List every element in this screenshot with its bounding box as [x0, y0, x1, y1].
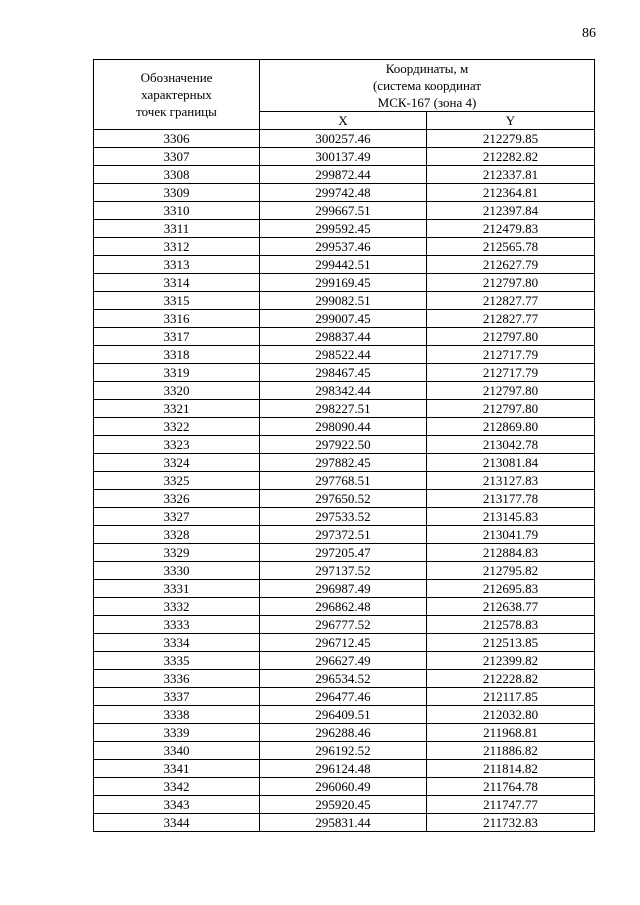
point-cell: 3331 [94, 580, 260, 598]
table-row [94, 652, 595, 670]
coords-header-line: Координаты, м [385, 61, 469, 76]
point-cell: 3344 [94, 814, 260, 832]
y-cell: 212479.83 [427, 220, 595, 238]
table-row [94, 508, 595, 526]
y-cell: 212279.85 [427, 130, 595, 148]
y-cell: 212869.80 [427, 418, 595, 436]
table-row [94, 580, 595, 598]
table-row [94, 796, 595, 814]
point-cell: 3317 [94, 328, 260, 346]
table-row [94, 184, 595, 202]
y-cell: 212797.80 [427, 382, 595, 400]
x-cell: 299007.45 [260, 310, 427, 328]
y-cell: 211886.82 [427, 742, 595, 760]
table-row [94, 742, 595, 760]
y-cell: 212117.85 [427, 688, 595, 706]
coordinates-column-header [260, 60, 595, 112]
x-cell: 296477.46 [260, 688, 427, 706]
y-cell: 213145.83 [427, 508, 595, 526]
y-cell: 213177.78 [427, 490, 595, 508]
y-cell: 212797.80 [427, 328, 595, 346]
x-cell: 299537.46 [260, 238, 427, 256]
x-cell: 297768.51 [260, 472, 427, 490]
x-cell: 297205.47 [260, 544, 427, 562]
point-cell: 3321 [94, 400, 260, 418]
y-cell: 212797.80 [427, 400, 595, 418]
point-cell: 3332 [94, 598, 260, 616]
table-row [94, 220, 595, 238]
x-cell: 298342.44 [260, 382, 427, 400]
coordinates-table [93, 59, 595, 832]
x-cell: 299169.45 [260, 274, 427, 292]
y-cell: 212578.83 [427, 616, 595, 634]
y-cell: 212795.82 [427, 562, 595, 580]
page-number: 86 [582, 26, 596, 41]
table-row [94, 436, 595, 454]
x-cell: 297372.51 [260, 526, 427, 544]
table-row [94, 814, 595, 832]
x-column-header: X [260, 112, 427, 130]
point-cell: 3307 [94, 148, 260, 166]
table-row [94, 724, 595, 742]
point-cell: 3333 [94, 616, 260, 634]
point-cell: 3341 [94, 760, 260, 778]
y-cell: 211747.77 [427, 796, 595, 814]
table-row [94, 544, 595, 562]
x-cell: 295920.45 [260, 796, 427, 814]
y-cell: 212884.83 [427, 544, 595, 562]
x-cell: 297650.52 [260, 490, 427, 508]
point-cell: 3342 [94, 778, 260, 796]
point-cell: 3318 [94, 346, 260, 364]
point-cell: 3322 [94, 418, 260, 436]
table-row [94, 562, 595, 580]
point-cell: 3324 [94, 454, 260, 472]
x-cell: 296409.51 [260, 706, 427, 724]
table-row [94, 418, 595, 436]
x-cell: 296987.49 [260, 580, 427, 598]
x-cell: 296534.52 [260, 670, 427, 688]
point-cell: 3338 [94, 706, 260, 724]
table-row [94, 238, 595, 256]
table-row [94, 688, 595, 706]
y-cell: 212513.85 [427, 634, 595, 652]
table-row [94, 472, 595, 490]
point-cell: 3315 [94, 292, 260, 310]
table-row [94, 526, 595, 544]
point-cell: 3319 [94, 364, 260, 382]
y-cell: 212638.77 [427, 598, 595, 616]
point-cell: 3320 [94, 382, 260, 400]
coords-header-line: МСК-167 (зона 4) [377, 95, 477, 110]
x-cell: 296777.52 [260, 616, 427, 634]
x-cell: 299872.44 [260, 166, 427, 184]
y-cell: 212627.79 [427, 256, 595, 274]
point-cell: 3314 [94, 274, 260, 292]
y-cell: 211814.82 [427, 760, 595, 778]
x-cell: 299442.51 [260, 256, 427, 274]
y-cell: 212695.83 [427, 580, 595, 598]
table-row [94, 778, 595, 796]
point-cell: 3343 [94, 796, 260, 814]
point-cell: 3325 [94, 472, 260, 490]
x-cell: 296192.52 [260, 742, 427, 760]
x-cell: 298227.51 [260, 400, 427, 418]
point-cell: 3329 [94, 544, 260, 562]
table-row [94, 310, 595, 328]
y-cell: 212337.81 [427, 166, 595, 184]
table-row [94, 130, 595, 148]
y-cell: 213127.83 [427, 472, 595, 490]
table-row [94, 256, 595, 274]
point-cell: 3311 [94, 220, 260, 238]
y-cell: 212282.82 [427, 148, 595, 166]
table-row [94, 364, 595, 382]
table-row [94, 148, 595, 166]
x-cell: 296124.48 [260, 760, 427, 778]
table-header [94, 60, 595, 130]
table-row [94, 166, 595, 184]
point-header-line: Обозначение [140, 70, 213, 85]
y-cell: 212565.78 [427, 238, 595, 256]
table-row [94, 274, 595, 292]
y-cell: 213042.78 [427, 436, 595, 454]
y-cell: 212797.80 [427, 274, 595, 292]
point-cell: 3310 [94, 202, 260, 220]
x-cell: 296288.46 [260, 724, 427, 742]
x-cell: 298090.44 [260, 418, 427, 436]
point-cell: 3312 [94, 238, 260, 256]
coords-header-line: (система координат [372, 78, 482, 93]
point-cell: 3326 [94, 490, 260, 508]
y-cell: 211968.81 [427, 724, 595, 742]
x-cell: 295831.44 [260, 814, 427, 832]
point-cell: 3313 [94, 256, 260, 274]
x-cell: 298522.44 [260, 346, 427, 364]
x-cell: 299667.51 [260, 202, 427, 220]
table-row [94, 454, 595, 472]
point-cell: 3337 [94, 688, 260, 706]
x-cell: 297137.52 [260, 562, 427, 580]
x-cell: 299742.48 [260, 184, 427, 202]
y-cell: 212228.82 [427, 670, 595, 688]
x-cell: 299082.51 [260, 292, 427, 310]
point-cell: 3327 [94, 508, 260, 526]
table-row [94, 292, 595, 310]
point-cell: 3330 [94, 562, 260, 580]
table-row [94, 202, 595, 220]
table-row [94, 634, 595, 652]
y-column-header: Y [427, 112, 595, 130]
y-cell: 213081.84 [427, 454, 595, 472]
point-cell: 3339 [94, 724, 260, 742]
point-header-line: точек границы [136, 104, 217, 119]
table-row [94, 598, 595, 616]
x-cell: 297533.52 [260, 508, 427, 526]
table-row [94, 490, 595, 508]
y-cell: 212717.79 [427, 364, 595, 382]
point-cell: 3328 [94, 526, 260, 544]
y-cell: 211764.78 [427, 778, 595, 796]
x-cell: 296712.45 [260, 634, 427, 652]
point-cell: 3306 [94, 130, 260, 148]
y-cell: 211732.83 [427, 814, 595, 832]
point-column-header [94, 60, 260, 130]
x-cell: 296060.49 [260, 778, 427, 796]
x-cell: 300137.49 [260, 148, 427, 166]
y-cell: 213041.79 [427, 526, 595, 544]
x-cell: 296627.49 [260, 652, 427, 670]
point-cell: 3309 [94, 184, 260, 202]
y-cell: 212032.80 [427, 706, 595, 724]
table-body [94, 130, 595, 832]
x-cell: 296862.48 [260, 598, 427, 616]
point-cell: 3336 [94, 670, 260, 688]
table-row [94, 382, 595, 400]
point-cell: 3316 [94, 310, 260, 328]
table-row [94, 616, 595, 634]
x-cell: 297882.45 [260, 454, 427, 472]
x-cell: 298467.45 [260, 364, 427, 382]
point-header-line: характерных [141, 87, 212, 102]
point-cell: 3335 [94, 652, 260, 670]
x-cell: 298837.44 [260, 328, 427, 346]
x-cell: 299592.45 [260, 220, 427, 238]
y-cell: 212827.77 [427, 292, 595, 310]
y-cell: 212397.84 [427, 202, 595, 220]
table-row [94, 760, 595, 778]
table-row [94, 706, 595, 724]
y-cell: 212717.79 [427, 346, 595, 364]
table-row [94, 670, 595, 688]
table-row [94, 400, 595, 418]
point-cell: 3323 [94, 436, 260, 454]
point-cell: 3334 [94, 634, 260, 652]
y-cell: 212399.82 [427, 652, 595, 670]
table-row [94, 346, 595, 364]
point-cell: 3340 [94, 742, 260, 760]
table-row [94, 328, 595, 346]
x-cell: 300257.46 [260, 130, 427, 148]
point-cell: 3308 [94, 166, 260, 184]
x-cell: 297922.50 [260, 436, 427, 454]
y-cell: 212827.77 [427, 310, 595, 328]
y-cell: 212364.81 [427, 184, 595, 202]
